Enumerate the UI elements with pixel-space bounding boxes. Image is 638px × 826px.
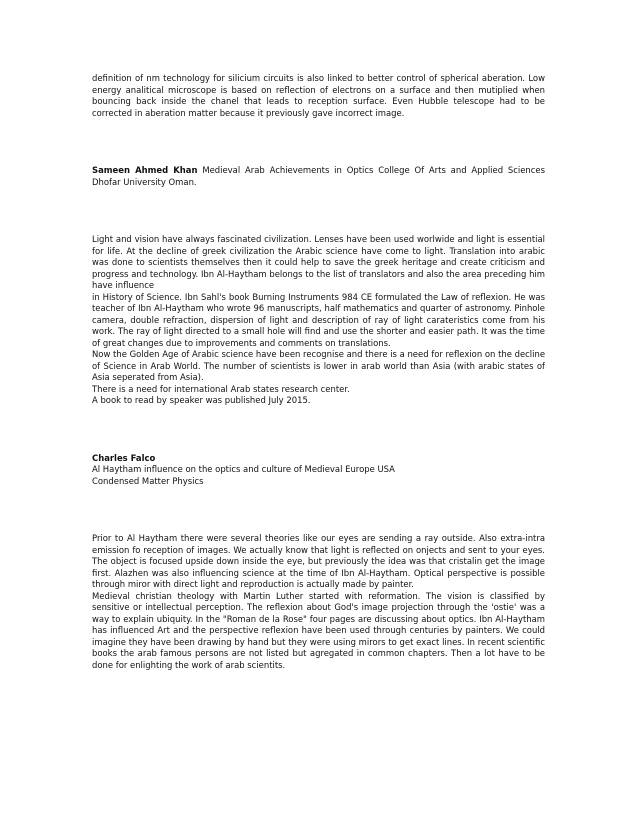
spacer <box>92 487 545 510</box>
spacer <box>92 407 545 430</box>
author-name: Sameen Ahmed Khan <box>92 165 198 175</box>
falco-header <box>92 453 545 488</box>
affiliation: Condensed Matter Physics <box>92 475 204 486</box>
falco-paragraph-2: Medieval christian theology with Martin Luther started with reformation. The vision is classified by sensitive or intellectual perception. The reflexion about God's image projection through the 'ostie' was a way to explain ubiquity. In the "Roman de la Rose" four pages are discussing about optics. Ibn Al-Haytham has influenced Art and the perspective reflexion have been used through centuries by painters. We could imagine they have been drawing by hand but they were using mirors to get exact lines. In recent scientific books the arab famous persons are not listed but agregated in common chapters. Then a lot have to be done for enlighting the work of arab scientits. <box>92 590 545 670</box>
intro-paragraph: definition of nm technology for silicium circuits is also linked to better control of spherical aberation. Low energy analitical microscope is based on reflection of electrons on a surface and then mutiplied when bouncing back inside the chanel that leads to reception surface. Even Hubble telescope had to be corrected in aberation matter because it previously gave incorrect image. <box>92 73 545 118</box>
spacer <box>92 430 545 453</box>
spacer <box>92 211 545 234</box>
spacer <box>92 510 545 533</box>
spacer <box>92 119 545 142</box>
khan-paragraph-5: A book to read by speaker was published July 2015. <box>92 395 311 405</box>
talk-title: Medieval Arab Achievements in Optics College Of Arts and Applied Sciences Dhofar University Oman. <box>92 165 545 187</box>
khan-paragraph-1: Light and vision have always fascinated civilization. Lenses have been used worlwide and light is essential for life. At the decline of greek civilization the Arabic science have come to light. Translation into arabic was done to scientists themselves then it could help to save the greek heritage and create criticism and progress and technology. Ibn Al-Haytham belongs to the list of translators and also the area preceding him have influence <box>92 234 545 290</box>
khan-header <box>92 165 545 188</box>
khan-paragraph-2: in History of Science. Ibn Sahl's book Burning Instruments 984 CE formulated the Law of reflexion. He was teacher of Ibn Al-Haytham who wrote 96 manuscripts, half mathematics and quarter of astronomy. Pinhole camera, double refraction, dispersion of light and description of ray of light carateristics come from his work. The ray of light directed to a small hole will find and use the shorter and easier path. It was the time of great changes due to improvements and comments on translations. <box>92 291 545 348</box>
spacer <box>92 188 545 211</box>
khan-paragraph-3: Now the Golden Age of Arabic science have been recognise and there is a need for reflexion on the decline of Science in Arab World. The number of scientists is lower in arab world than Asia (with arabic states of Asia seperated from Asia). <box>92 349 546 382</box>
falco-paragraph-1: Prior to Al Haytham there were several theories like our eyes are sending a ray outside. Also extra-intra emission fo reception of images. We actually know that light is reflected on onjects and sent to your eyes. The object is focused upside down inside the eye, but previously the idea was that cristalin get the image first. Alazhen was also influencing science at the time of Ibn Al-Haytham. Optical perspective is possible through miror with direct light and reproduction is actually made by painter. <box>92 533 545 589</box>
author-name: Charles Falco <box>92 452 156 463</box>
document-body <box>92 73 545 671</box>
khan-paragraph-4: There is a need for international Arab states research center. <box>92 383 350 394</box>
talk-title: Al Haytham influence on the optics and culture of Medieval Europe USA <box>92 464 395 474</box>
spacer <box>92 142 545 165</box>
